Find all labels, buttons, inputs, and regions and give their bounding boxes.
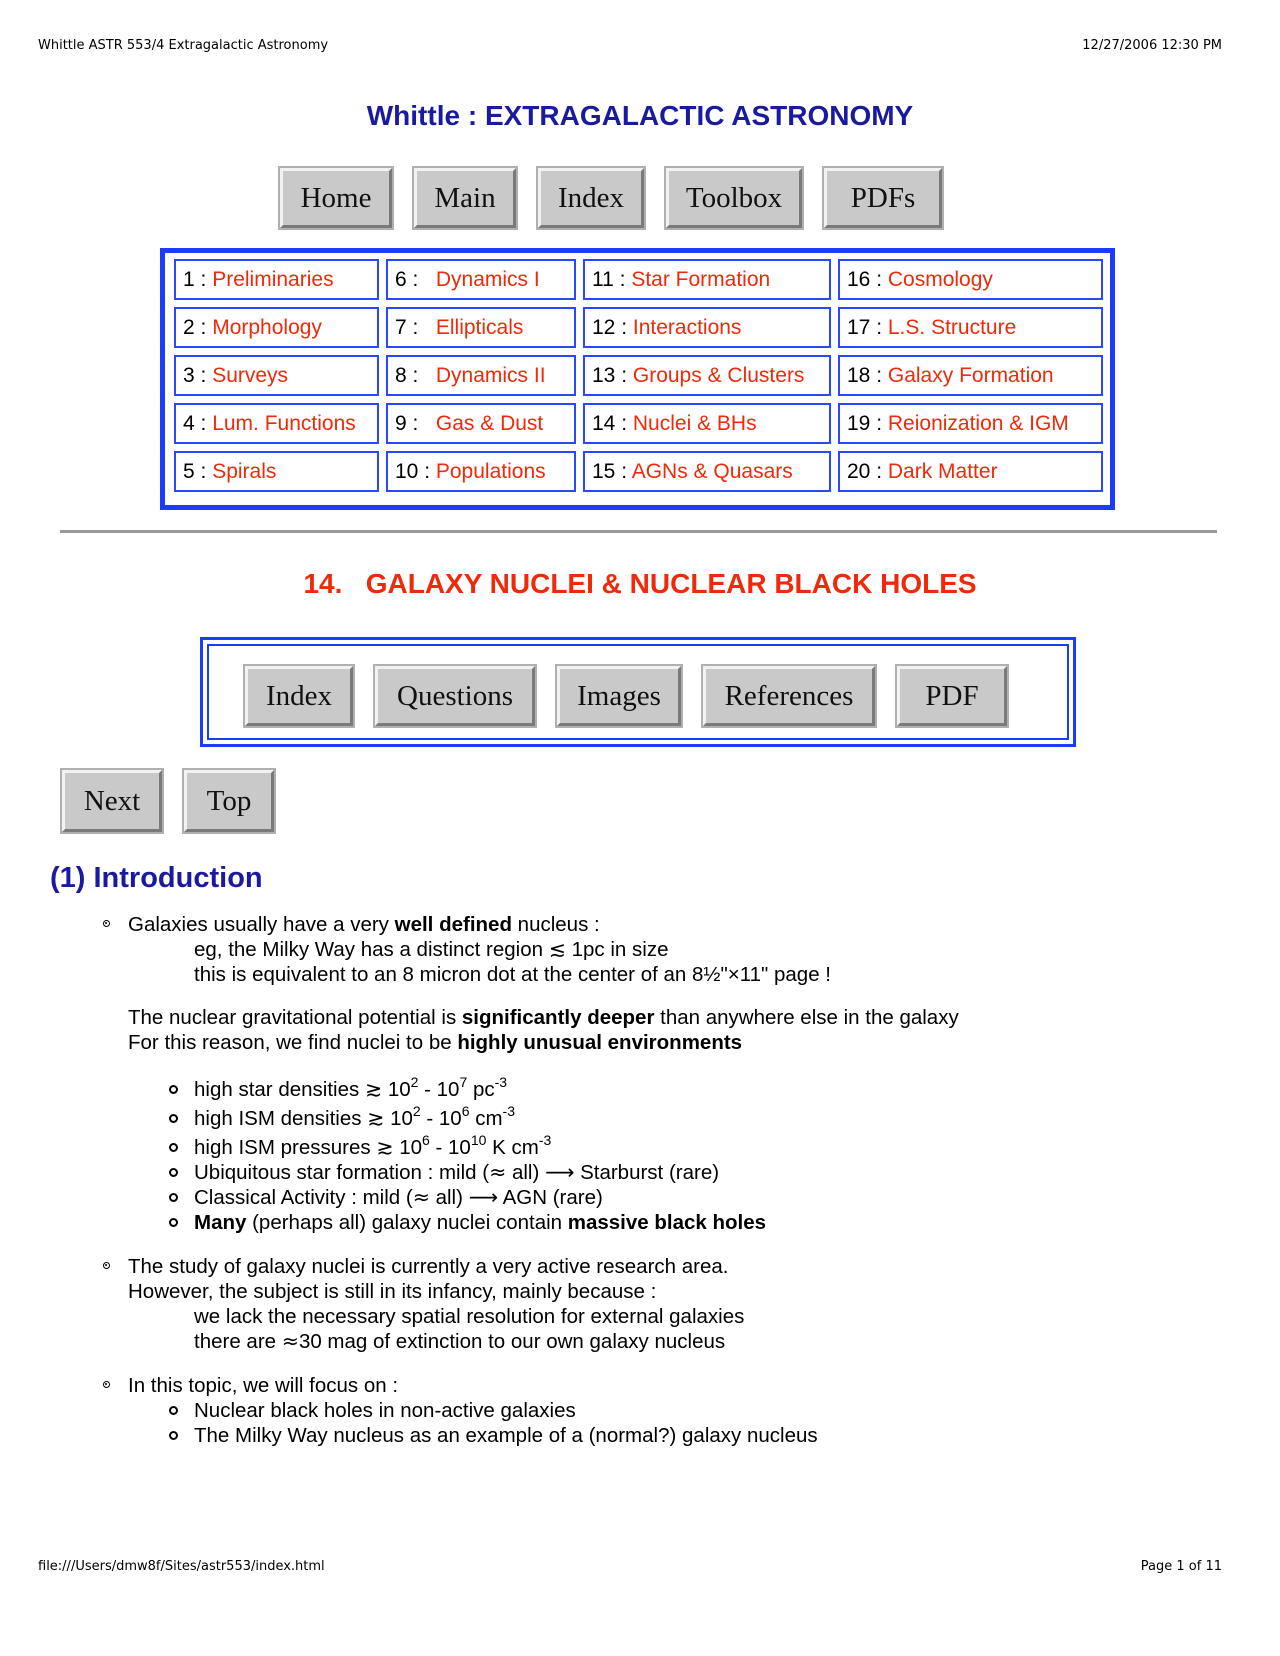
list-item: Classical Activity : mild (≈ all) ⟶ AGN (rare) (128, 1185, 1280, 1210)
topic-cell: 4 : Lum. Functions (174, 403, 379, 444)
bullet-icon (169, 1168, 178, 1177)
topic-cell: 9 : Gas & Dust (386, 403, 576, 444)
images-button[interactable]: Images (557, 666, 681, 726)
bullet-icon (169, 1431, 178, 1440)
chapter-title: 14. GALAXY NUCLEI & NUCLEAR BLACK HOLES (303, 568, 977, 599)
topic-link-populations[interactable]: Populations (435, 460, 546, 483)
topic-cell: 19 : Reionization & IGM (838, 403, 1103, 444)
print-header (38, 38, 1222, 53)
list-item: high star densities ≳ $10^2 - 10^7$ $pc^{-3}$ (128, 1077, 1280, 1102)
chapter-index-button[interactable]: Index (245, 666, 353, 726)
section-title: (1) Introduction (50, 862, 263, 894)
topic-cell: 17 : L.S. Structure (838, 307, 1103, 348)
site-title: Whittle : EXTRAGALACTIC ASTRONOMY (366, 100, 914, 131)
main-nav (280, 168, 964, 228)
pdf-button[interactable]: PDF (897, 666, 1007, 726)
topic-link-ls-structure[interactable]: L.S. Structure (887, 316, 1017, 339)
topic-cell: 3 : Surveys (174, 355, 379, 396)
arrow-right-icon: ⟶ (545, 1160, 575, 1184)
questions-button[interactable]: Questions (375, 666, 535, 726)
top-button[interactable]: Top (184, 770, 274, 832)
topic-link-star-formation[interactable]: Star Formation (631, 268, 771, 291)
topic-link-ellipticals[interactable]: Ellipticals (435, 316, 524, 339)
chapter-nav-box (200, 637, 1076, 747)
arrow-right-icon: ⟶ (468, 1185, 499, 1209)
main-button[interactable]: Main (414, 168, 516, 228)
list-item: The study of galaxy nuclei is currently a very active research area. However, the subject is still in its infancy, mainly because : we lack the necessary spatial resolution for external galaxies there are ≈30 mag of extinction to our own galaxy nucleus (0, 1254, 1280, 1354)
topic-link-preliminaries[interactable]: Preliminaries (212, 268, 334, 291)
bullet-icon (169, 1085, 178, 1094)
list-item: Nuclear black holes in non-active galaxies (128, 1398, 1280, 1423)
bullet-icon (103, 1262, 110, 1269)
next-button[interactable]: Next (62, 770, 162, 832)
topic-link-dynamics-2[interactable]: Dynamics II (435, 364, 546, 387)
topic-link-agns-quasars[interactable]: AGNs & Quasars (631, 460, 793, 483)
topic-cell: 1 : Preliminaries (174, 259, 379, 300)
print-footer-page: Page 1 of 11 (1140, 1559, 1222, 1574)
topic-link-lum-functions[interactable]: Lum. Functions (212, 412, 356, 435)
topic-cell: 7 : Ellipticals (386, 307, 576, 348)
bullet-icon (103, 1381, 110, 1388)
bullet-icon (169, 1218, 178, 1227)
topic-link-dark-matter[interactable]: Dark Matter (887, 460, 998, 483)
home-button[interactable]: Home (280, 168, 392, 228)
print-footer (38, 1559, 1222, 1574)
topic-link-surveys[interactable]: Surveys (212, 364, 289, 387)
topic-cell: 13 : Groups & Clusters (583, 355, 831, 396)
toolbox-button[interactable]: Toolbox (666, 168, 802, 228)
topic-cell: 5 : Spirals (174, 451, 379, 492)
topic-cell: 10 : Populations (386, 451, 576, 492)
bullet-icon (169, 1114, 178, 1123)
bullet-icon (169, 1143, 178, 1152)
list-item: The Milky Way nucleus as an example of a (normal?) galaxy nucleus (128, 1423, 1280, 1448)
bullet-icon (169, 1193, 178, 1202)
topic-cell: 20 : Dark Matter (838, 451, 1103, 492)
topic-link-interactions[interactable]: Interactions (632, 316, 742, 339)
topic-cell: 18 : Galaxy Formation (838, 355, 1103, 396)
list-item: Ubiquitous star formation : mild (≈ all) ⟶ Starburst (rare) (128, 1160, 1280, 1185)
topic-cell: 14 : Nuclei & BHs (583, 403, 831, 444)
list-item: In this topic, we will focus on : Nuclear black holes in non-active galaxies The Milky Way nucleus as an example of a (normal?) galaxy nucleus (0, 1373, 1280, 1448)
horizontal-divider (60, 530, 1217, 533)
chapter-nav (245, 666, 1029, 726)
page-nav (62, 770, 296, 832)
list-item: Galaxies usually have a very well defined nucleus : eg, the Milky Way has a distinct region ≲ 1pc in size this is equivalent to an 8 micron dot at the center of an 8½"×11" page ! The nuclear gravitational potential is significantly deeper than anywhere else in the galaxy For this reason, we find nuclei to be highly unusual environments high star densities ≳ $10^2 - 10^7$ $pc^{-3}$ high ISM densities ≳ $10^2 - 10^6$ $cm^{-3}$ high ISM pressures ≳ $10^6 - 10^{10}$ K $cm^{-3}$ Ubiquitous star formation : mild (≈ all) ⟶ Starburst (rare) Classical Activity : mild (≈ all) ⟶ AGN (rare) Many (perhaps all) galaxy nuclei contain massive black holes (0, 912, 1280, 1235)
topic-link-spirals[interactable]: Spirals (212, 460, 277, 483)
topic-link-cosmology[interactable]: Cosmology (887, 268, 993, 291)
topic-cell: 6 : Dynamics I (386, 259, 576, 300)
topic-cell: 8 : Dynamics II (386, 355, 576, 396)
pdfs-button[interactable]: PDFs (824, 168, 942, 228)
references-button[interactable]: References (703, 666, 875, 726)
list-item: Many (perhaps all) galaxy nuclei contain massive black holes (128, 1210, 1280, 1235)
topic-index-table (160, 248, 1115, 510)
print-header-title: Whittle ASTR 553/4 Extragalactic Astronomy (38, 38, 329, 53)
bullet-icon (169, 1406, 178, 1415)
list-item: high ISM densities ≳ $10^2 - 10^6$ $cm^{-3}$ (128, 1106, 1280, 1131)
topic-cell: 15 : AGNs & Quasars (583, 451, 831, 492)
topic-cell: 11 : Star Formation (583, 259, 831, 300)
print-header-date: 12/27/2006 12:30 PM (1082, 38, 1222, 53)
topic-link-reionization-igm[interactable]: Reionization & IGM (887, 412, 1069, 435)
topic-link-gas-dust[interactable]: Gas & Dust (435, 412, 544, 435)
topic-link-nuclei-bhs[interactable]: Nuclei & BHs (632, 412, 757, 435)
print-footer-url: file:///Users/dmw8f/Sites/astr553/index.html (38, 1559, 325, 1574)
topic-cell: 2 : Morphology (174, 307, 379, 348)
list-item: high ISM pressures ≳ $10^6 - 10^{10}$ K $cm^{-3}$ (128, 1135, 1280, 1160)
topic-link-dynamics-1[interactable]: Dynamics I (435, 268, 540, 291)
index-button[interactable]: Index (538, 168, 644, 228)
topic-cell: 12 : Interactions (583, 307, 831, 348)
topic-link-groups-clusters[interactable]: Groups & Clusters (632, 364, 805, 387)
topic-cell: 16 : Cosmology (838, 259, 1103, 300)
main-content (0, 912, 1280, 1448)
topic-link-galaxy-formation[interactable]: Galaxy Formation (887, 364, 1054, 387)
topic-link-morphology[interactable]: Morphology (212, 316, 322, 339)
bullet-icon (103, 920, 110, 927)
